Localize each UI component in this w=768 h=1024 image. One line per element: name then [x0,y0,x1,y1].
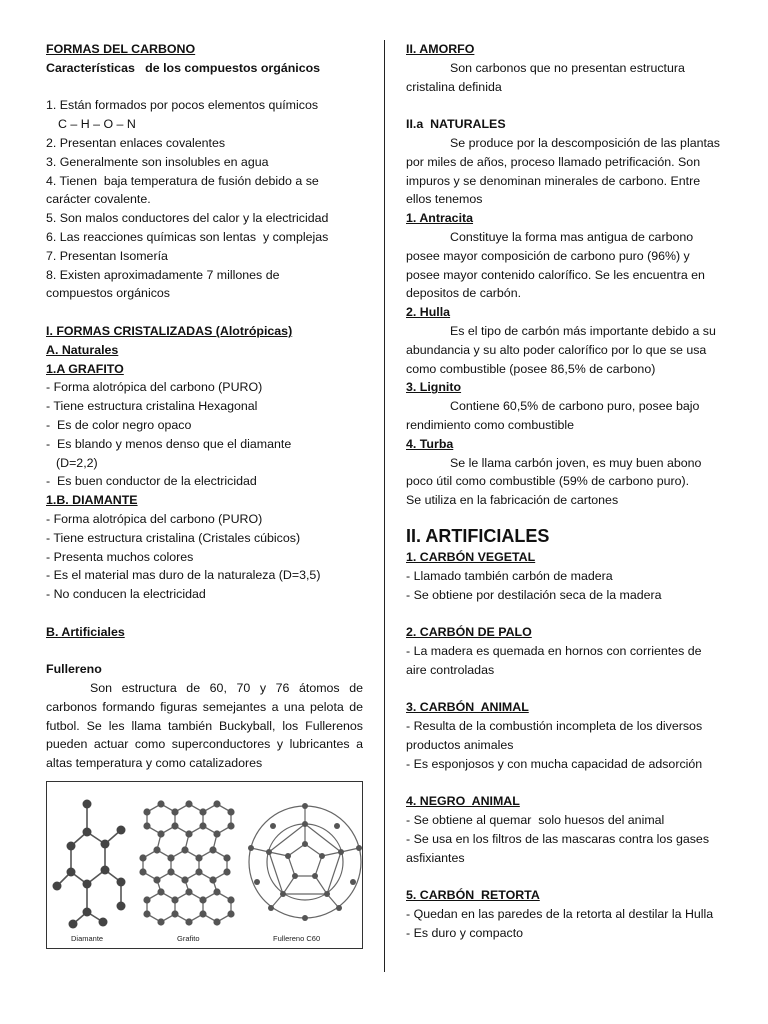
list-item: - Forma alotrópica del carbono (PURO) [46,380,263,395]
hulla-paragraph: Es el tipo de carbón más importante debido a su abundancia y su alto poder calorífico por lo que se usa como combustible (posee 86,5% de carbono) [406,323,716,376]
amorfo-heading: II. AMORFO [406,42,475,56]
list-item: 7. Presentan Isomería [46,248,168,263]
naturales-heading: II.a NATURALES [406,117,506,132]
antracita-paragraph: Constituye la forma mas antigua de carbono posee mayor composición de carbono puro (96%) y posee mayor contenido calorífico. Se les encuentra en depositos de carbón. [406,229,705,301]
item-heading: 4. NEGRO ANIMAL [406,794,520,809]
antracita-heading: 1. Antracita [406,211,474,226]
document-title: FORMAS DEL CARBONO [46,42,196,56]
carbon-structures-illustration [47,782,362,948]
list-item: 8. Existen aproximadamente 7 millones de [46,267,280,282]
list-item-elements: C – H – O – N [58,117,136,132]
artificiales-heading: II. ARTIFICIALES [406,525,550,546]
amorfo-paragraph: Son carbonos que no presentan estructura cristalina definida [406,60,685,94]
turba-paragraph: Se le llama carbón joven, es muy buen abono poco útil como combustible (59% de carbono puro). [406,455,702,489]
item-heading: 3. CARBÓN ANIMAL [406,700,529,715]
left-column [46,40,363,949]
list-item: - No conducen la electricidad [46,587,206,602]
document-subtitle: Características de los compuestos orgánicos [46,60,321,75]
item-line: - Llamado también carbón de madera [406,568,613,583]
turba-paragraph-2: Se utiliza en la fabricación de cartones [406,493,619,508]
list-item-continuation: carácter covalente. [46,192,151,207]
item-line: - Es duro y compacto [406,925,524,940]
hulla-heading: 2. Hulla [406,305,451,320]
lignito-heading: 3. Lignito [406,380,462,395]
list-item: - Tiene estructura cristalina (Cristales cúbicos) [46,530,301,545]
item-line: - Es esponjosos y con mucha capacidad de adsorción [406,756,703,771]
item-line: - Resulta de la combustión incompleta de los diversos productos animales [406,719,703,752]
subsection-heading-artificial: B. Artificiales [46,624,125,639]
item-heading: 1. CARBÓN VEGETAL [406,549,536,564]
item-line: - Se obtiene por destilación seca de la madera [406,587,662,602]
list-item: 4. Tienen baja temperatura de fusión debido a se [46,173,319,188]
item-heading: 5. CARBÓN RETORTA [406,888,540,903]
list-item: - Forma alotrópica del carbono (PURO) [46,511,263,526]
list-item: 5. Son malos conductores del calor y la electricidad [46,211,329,226]
item-line: - Se obtiene al quemar solo huesos del animal [406,813,665,828]
caption-diamante: Diamante [71,934,104,944]
item-heading: 2. CARBÓN DE PALO [406,625,532,640]
column-divider [384,40,385,972]
list-item: 6. Las reacciones químicas son lentas y complejas [46,229,329,244]
list-item: - Es de color negro opaco [46,417,192,432]
right-column [406,40,720,943]
naturales-paragraph: Se produce por la descomposición de las plantas por miles de años, proceso llamado petrificación. Son impuros y se denominan minerales de carbono. Entre ellos tenemos [406,135,721,207]
caption-grafito: Grafito [177,934,200,944]
list-item: - Presenta muchos colores [46,549,194,564]
grafito-heading: 1.A GRAFITO [46,361,124,376]
item-line: - Quedan en las paredes de la retorta al destilar la Hulla [406,907,714,922]
list-item-continuation: compuestos orgánicos [46,286,170,301]
list-item: - Tiene estructura cristalina Hexagonal [46,399,258,414]
list-item: 2. Presentan enlaces covalentes [46,135,226,150]
turba-heading: 4. Turba [406,436,454,451]
list-item: - Es el material mas duro de la naturaleza (D=3,5) [46,568,321,583]
list-item: 3. Generalmente son insolubles en agua [46,154,269,169]
lignito-paragraph: Contiene 60,5% de carbono puro, posee bajo rendimiento como combustible [406,399,700,432]
list-item: 1. Están formados por pocos elementos químicos [46,98,319,113]
diamante-heading: 1.B. DIAMANTE [46,493,138,508]
fullereno-heading: Fullereno [46,662,102,677]
list-item-continuation: (D=2,2) [56,455,98,470]
item-line: - La madera es quemada en hornos con corrientes de aire controladas [406,643,702,677]
list-item: - Es blando y menos denso que el diamante [46,436,292,451]
carbon-structures-figure [46,781,363,949]
caption-fullereno: Fullereno C60 [273,934,321,944]
list-item: - Es buen conductor de la electricidad [46,474,257,489]
item-line: - Se usa en los filtros de las mascaras contra los gases asfixiantes [406,831,710,865]
section-heading-crystalline: I. FORMAS CRISTALIZADAS (Alotrópicas) [46,323,293,338]
fullereno-paragraph: Son estructura de 60, 70 y 76 átomos de carbonos formando figuras semejantes a una pelota de futbol. Se les llama también Buckyball, los Fullerenos pueden actuar como superconductores y lubricantes a altas temperatura y como catalizadores [46,681,363,771]
subsection-heading-natural: A. Naturales [46,342,119,357]
